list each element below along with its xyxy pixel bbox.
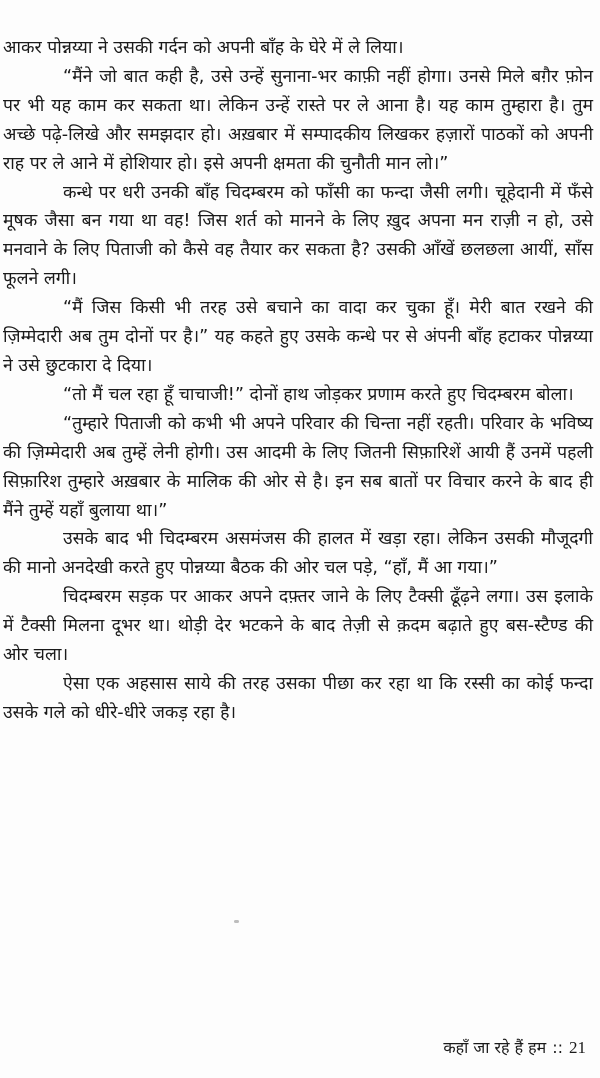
paragraph: “मैंने जो बात कही है, उसे उन्हें सुनाना-भर काफ़ी नहीं होगा। उनसे मिले बग़ैर फ़ोन पर भी यह काम कर सकता था। लेकिन उन्हें रास्ते पर ले आना है। यह काम तुम्हारा है। तुम अच्छे पढ़े-लिखे और समझदार हो। अख़बार में सम्पादकीय लिखकर हज़ारों पाठकों को अपनी राह पर ले आने में होशियार हो। इसे अपनी क्षमता की चुनौती मान लो।”: [3, 66, 593, 174]
paragraph: “तो मैं चल रहा हूँ चाचाजी!” दोनों हाथ जोड़कर प्रणाम करते हुए चिदम्बरम बोला।: [63, 384, 574, 405]
page-smudge: [234, 920, 239, 923]
paragraph: कन्धे पर धरी उनकी बाँह चिदम्बरम को फाँसी का फन्दा जैसी लगी। चूहेदानी में फँसे मूषक जैसा बन गया था वह! जिस शर्त को मानने के लिए ख़ुद अपना मन राज़ी न हो, उसे मनवाने के लिए पिताजी को कैसे वह तैयार कर सकता है? उसकी आँखें छलछला आयीं, साँस फूलने लगी।: [3, 182, 593, 290]
footer-separator: ::: [552, 1038, 563, 1057]
paragraph: चिदम्बरम सड़क पर आकर अपने दफ़्तर जाने के लिए टैक्सी ढूँढ़ने लगा। उस इलाके में टैक्सी मिलना दूभर था। थोड़ी देर भटकने के बाद तेज़ी से क़दम बढ़ाते हुए बस-स्टैण्ड की ओर चला।: [3, 587, 593, 666]
running-title: कहाँ जा रहे हैं हम: [443, 1038, 547, 1057]
paragraph: आकर पोन्नय्या ने उसकी गर्दन को अपनी बाँह के घेरे में ले लिया।: [3, 38, 404, 58]
paragraph: “तुम्हारे पिताजी को कभी भी अपने परिवार की चिन्ता नहीं रहती। परिवार के भविष्य की ज़िम्मेदारी अब तुम्हें लेनी होगी। उस आदमी के लिए जितनी सिफ़ारिशें आयी हैं उनमें पहली सिफ़ारिश तुम्हारे अख़बार के मालिक की ओर से है। इन सब बातों पर विचार करने के बाद ही मैंने तुम्हें यहाँ बुलाया था।”: [3, 413, 593, 521]
body-text: [3, 34, 593, 728]
paragraph: उसके बाद भी चिदम्बरम असमंजस की हालत में खड़ा रहा। लेकिन उसकी मौजूदगी की मानो अनदेखी करते हुए पोन्नय्या बैठक की ओर चल पड़े, “हाँ, मैं आ गया।”: [3, 529, 593, 579]
page-number: 21: [569, 1038, 586, 1057]
paragraph: ऐसा एक अहसास साये की तरह उसका पीछा कर रहा था कि रस्सी का कोई फन्दा उसके गले को धीरे-धीरे जकड़ रहा है।: [3, 673, 593, 723]
page-footer: [443, 1038, 586, 1058]
paragraph: “मैं जिस किसी भी तरह उसे बचाने का वादा कर चुका हूँ। मेरी बात रखने की ज़िम्मेदारी अब तुम दोनों पर है।” यह कहते हुए उसके कन्धे पर से अंपनी बाँह हटाकर पोन्नय्या ने उसे छुटकारा दे दिया।: [3, 298, 593, 376]
